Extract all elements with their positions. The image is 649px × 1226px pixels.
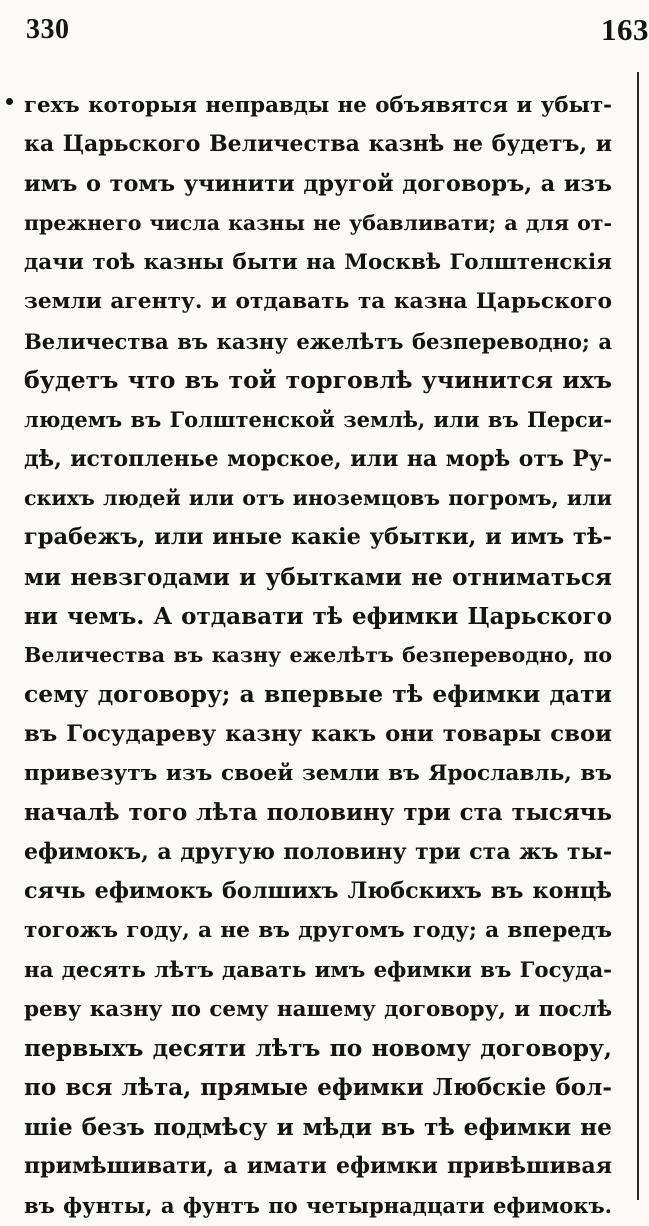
text-line: грабежъ, или иные какіе убытки, и имъ тѣ- [24, 524, 612, 551]
text-line: ни чемъ. А отдавати тѣ ефимки Царьского [24, 602, 612, 630]
body-text [24, 86, 612, 1226]
text-line: сему договору; а впервые тѣ ефимки дати [24, 680, 612, 709]
text-line: людемъ въ Голштенской землѣ, или въ Перси- [24, 407, 612, 433]
text-line: ка Царьского Величества казнѣ не будетъ, и [24, 131, 612, 158]
page-number-left: 330 [26, 14, 70, 45]
text-line: первыхъ десяти лѣтъ по новому договору, [24, 1035, 612, 1063]
text-line: скихъ людей или отъ иноземцовъ погромъ, или [24, 485, 612, 510]
bullet-mark [6, 98, 13, 105]
text-line: реву казну по сему нашему договору, и послѣ [24, 996, 612, 1022]
margin-rule [637, 72, 639, 1200]
text-line: на десять лѣтъ давать имъ ефимки въ Госуда- [24, 957, 612, 983]
text-line: примѣшивати, а имати ефимки привѣшивая [24, 1153, 612, 1180]
text-line: привезутъ изъ своей земли въ Ярославль, въ [24, 761, 612, 787]
text-line: по вся лѣта, прямые ефимки Любскіе бол- [24, 1074, 612, 1102]
page-number-right: 163 [601, 12, 649, 47]
text-line: будетъ что въ той торговлѣ учинится ихъ [24, 366, 612, 395]
text-line: прежнего числа казны не убавливати; а для от- [24, 210, 612, 235]
text-line: началѣ того лѣта половину три ста тысячь [24, 799, 612, 827]
text-line: въ Государеву казну какъ они товары свои [24, 720, 612, 747]
text-line: Величества въ казну ежелѣтъ безпереводно, по [24, 643, 612, 668]
text-line: дачи тоѣ казны быти на Москвѣ Голштенскія [24, 250, 612, 276]
text-line: Величества въ казну ежелѣтъ безпереводно; а [24, 328, 612, 354]
text-line: сячь ефимокъ болшихъ Любскихъ въ концѣ [24, 877, 612, 904]
text-line: тогожъ году, а не въ другомъ году; а впередъ [24, 918, 612, 944]
text-line: въ фунты, а фунтъ по четырнадцати ефимокъ. [24, 1193, 612, 1219]
text-line: ми невзгодами и убытками не отниматься [24, 563, 612, 591]
text-line: ефимокъ, а другую половину три ста жъ ты- [24, 838, 612, 865]
text-line: земли агенту. и отдавать та казна Царьского [24, 289, 612, 315]
text-line: имъ о томъ учинити другой договоръ, а изъ [24, 170, 612, 197]
text-line: шіе безъ подмѣсу и мѣди въ тѣ ефимки не [24, 1113, 612, 1141]
text-line: гехъ которыя неправды не объявятся и убыт- [24, 93, 612, 118]
text-line: дѣ, истопленье морское, или на морѣ отъ Ру- [24, 445, 612, 472]
